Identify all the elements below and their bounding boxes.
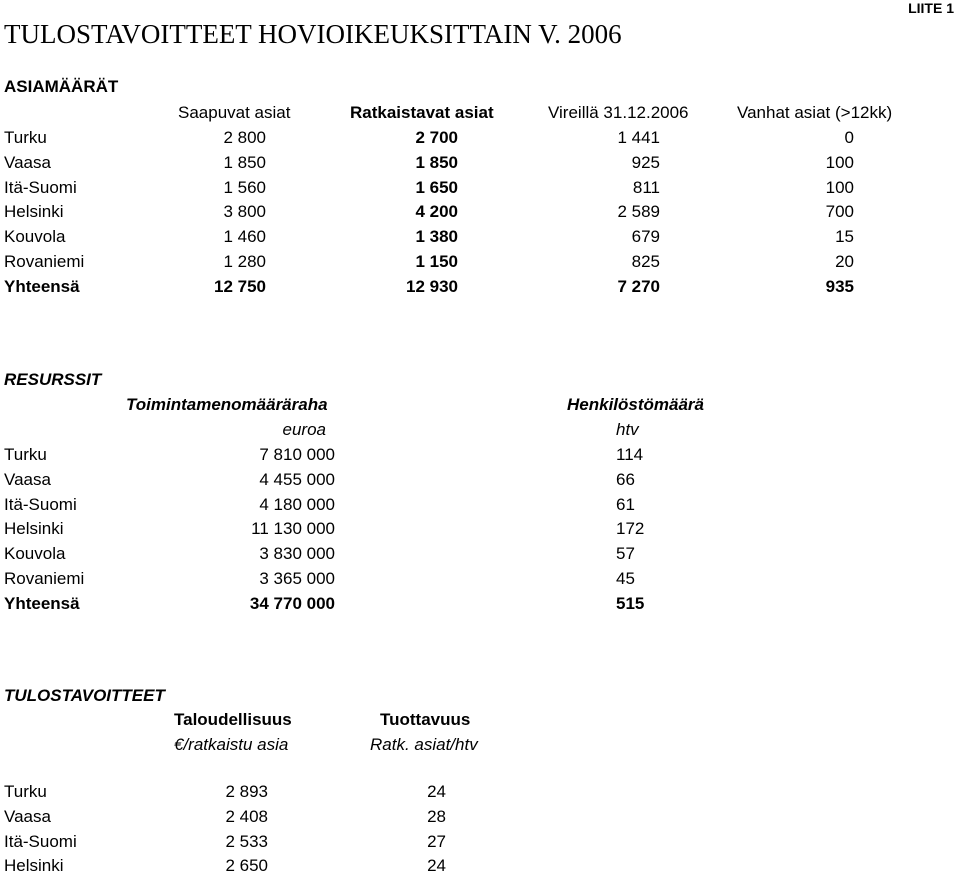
resources-budget-cell: 4 180 000 (259, 495, 335, 514)
cases-cell: 0 (844, 128, 854, 147)
cases-cell: 1 650 (415, 178, 458, 197)
resources-budget-cell: 3 830 000 (259, 544, 335, 563)
cases-cell: 925 (631, 153, 660, 172)
resources-col-budget: Toimintamenomääräraha (126, 395, 328, 414)
cases-cell: 12 750 (214, 277, 266, 296)
resources-heading: RESURSSIT (4, 370, 102, 389)
resources-budget-cell: 7 810 000 (259, 445, 335, 464)
resources-row-name: Turku (4, 445, 47, 464)
resources-budget-cell: 4 455 000 (259, 470, 335, 489)
cases-cell: 811 (632, 178, 660, 197)
cases-cell: 12 930 (406, 277, 458, 296)
resources-staff-cell: 114 (616, 445, 644, 464)
cases-row-name: Yhteensä (4, 277, 80, 296)
cases-col-incoming: Saapuvat asiat (178, 103, 291, 122)
cases-cell: 3 800 (223, 202, 266, 221)
targets-productivity-cell: 28 (427, 807, 446, 826)
cases-cell: 7 270 (617, 277, 660, 296)
cases-row-name: Itä-Suomi (4, 178, 77, 197)
targets-economy-cell: 2 650 (225, 856, 268, 875)
cases-cell: 1 280 (223, 252, 266, 271)
cases-cell: 100 (825, 153, 854, 172)
cases-cell: 1 380 (415, 227, 458, 246)
targets-col-productivity: Tuottavuus (380, 710, 471, 729)
targets-col-economy: Taloudellisuus (174, 710, 292, 729)
resources-budget-cell: 34 770 000 (249, 594, 335, 613)
cases-row-name: Turku (4, 128, 47, 147)
resources-staff-cell: 66 (616, 470, 635, 489)
targets-unit-productivity: Ratk. asiat/htv (370, 735, 478, 754)
targets-economy-cell: 2 533 (225, 832, 268, 851)
cases-cell: 679 (631, 227, 660, 246)
cases-cell: 2 800 (223, 128, 266, 147)
targets-economy-cell: 2 893 (225, 782, 268, 801)
resources-staff-cell: 57 (616, 544, 635, 563)
page-title: TULOSTAVOITTEET HOVIOIKEUKSITTAIN V. 2006 (4, 19, 622, 49)
resources-col-staff: Henkilöstömäärä (567, 395, 704, 414)
cases-heading: ASIAMÄÄRÄT (4, 77, 119, 96)
cases-cell: 4 200 (415, 202, 458, 221)
resources-row-name: Kouvola (4, 544, 66, 563)
cases-col-old: Vanhat asiat (>12kk) (737, 103, 893, 122)
targets-row-name: Vaasa (4, 807, 51, 826)
cases-col-to-resolve: Ratkaistavat asiat (350, 103, 494, 122)
cases-cell: 1 460 (223, 227, 266, 246)
targets-row-name: Itä-Suomi (4, 832, 77, 851)
cases-row-name: Kouvola (4, 227, 66, 246)
resources-row-name: Yhteensä (4, 594, 80, 613)
targets-productivity-cell: 27 (427, 832, 446, 851)
cases-row-name: Vaasa (4, 153, 51, 172)
resources-staff-cell: 515 (616, 594, 645, 613)
resources-staff-cell: 61 (616, 495, 635, 514)
targets-row-name: Helsinki (4, 856, 64, 875)
cases-cell: 20 (835, 252, 854, 271)
cases-cell: 2 589 (617, 202, 660, 221)
cases-cell: 2 700 (415, 128, 458, 147)
resources-unit-euro: euroa (282, 420, 326, 439)
resources-budget-cell: 3 365 000 (259, 569, 335, 588)
cases-col-pending: Vireillä 31.12.2006 (548, 103, 689, 122)
targets-productivity-cell: 24 (427, 856, 446, 875)
cases-cell: 15 (835, 227, 854, 246)
cases-row-name: Helsinki (4, 202, 64, 221)
cases-cell: 1 150 (415, 252, 458, 271)
cases-cell: 935 (825, 277, 854, 296)
cases-cell: 700 (825, 202, 854, 221)
resources-row-name: Rovaniemi (4, 569, 85, 588)
attachment-label: LIITE 1 (908, 0, 954, 16)
cases-cell: 1 441 (617, 128, 660, 147)
cases-cell: 1 850 (415, 153, 458, 172)
resources-row-name: Vaasa (4, 470, 51, 489)
targets-row-name: Turku (4, 782, 47, 801)
cases-cell: 1 560 (223, 178, 266, 197)
resources-unit-htv: htv (616, 420, 639, 439)
targets-productivity-cell: 24 (427, 782, 446, 801)
cases-row-name: Rovaniemi (4, 252, 85, 271)
cases-cell: 825 (631, 252, 660, 271)
resources-row-name: Helsinki (4, 519, 64, 538)
resources-row-name: Itä-Suomi (4, 495, 77, 514)
targets-heading: TULOSTAVOITTEET (4, 686, 165, 705)
resources-staff-cell: 172 (616, 519, 645, 538)
targets-unit-economy: €/ratkaistu asia (174, 735, 289, 754)
cases-cell: 1 850 (223, 153, 266, 172)
resources-budget-cell: 11 130 000 (251, 519, 335, 538)
cases-cell: 100 (825, 178, 854, 197)
targets-economy-cell: 2 408 (225, 807, 268, 826)
resources-staff-cell: 45 (616, 569, 635, 588)
